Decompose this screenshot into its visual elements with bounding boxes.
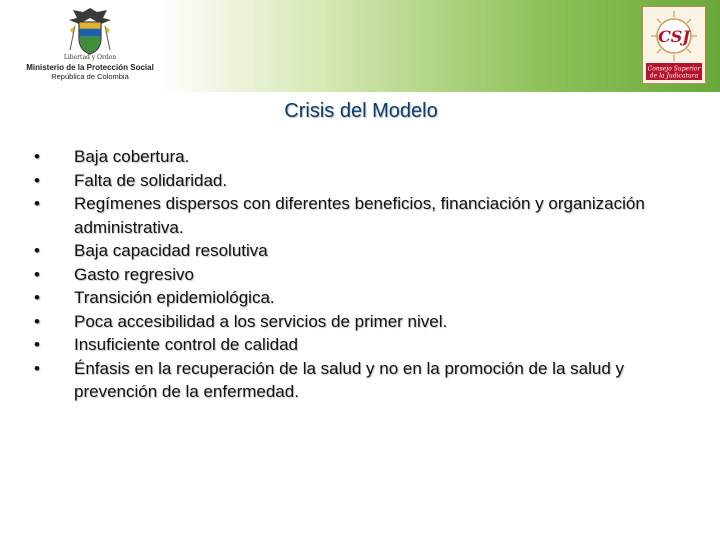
slide-title: Crisis del Modelo [284, 100, 438, 122]
bullet-dot: • [34, 147, 40, 166]
bullet-item [30, 263, 670, 287]
bullet-item [30, 286, 670, 310]
bullet-text: Insuficiente control de calidad [74, 335, 298, 354]
bullet-dot: • [34, 311, 40, 331]
bullet-text: Falta de solidaridad. [74, 170, 228, 190]
ministry-name: Ministerio de la Protección Social [26, 63, 154, 72]
bullet-text: Énfasis en la recuperación de la salud y no en la promoción de la salud y prevención de la enfermedad. [74, 358, 625, 401]
bullet-item [30, 169, 670, 193]
bullet-item [30, 192, 670, 239]
bullet-text: Poca accesibilidad a los servicios de primer nivel. [74, 311, 448, 331]
header-banner [0, 0, 720, 92]
colombia-coat-of-arms-icon [67, 6, 113, 56]
bullet-dot: • [34, 264, 40, 284]
ministry-motto: Libertad y Orden [63, 54, 117, 61]
csj-caption-line1: Consejo Superior [647, 65, 701, 73]
bullet-text: Gasto regresivo [74, 264, 194, 284]
bullet-text: Regímenes dispersos con diferentes beneficios, financiación y organización administrativa. [74, 194, 645, 237]
bullet-text: Transición epidemiológica. [74, 288, 275, 307]
csj-logo [642, 6, 706, 84]
bullet-dot: • [34, 358, 40, 378]
bullet-dot: • [34, 335, 40, 354]
bullet-dot: • [34, 288, 40, 307]
bullet-text: Baja capacidad resolutiva [74, 241, 268, 260]
bullet-text: Baja cobertura. [74, 147, 190, 166]
csj-abbr: CSJ [658, 27, 690, 46]
bullet-item [30, 310, 670, 334]
bullet-item [30, 239, 670, 263]
bullet-list [30, 145, 670, 404]
bullet-dot: • [34, 194, 40, 213]
ministry-logo [20, 6, 160, 86]
csj-seal-icon [643, 7, 705, 83]
bullet-item [30, 333, 670, 357]
bullet-dot: • [34, 170, 40, 190]
bullet-item [30, 145, 670, 169]
ministry-country: República de Colombia [51, 72, 129, 81]
bullet-dot: • [34, 241, 40, 260]
csj-caption-line2: de la Judicatura [649, 72, 699, 80]
bullet-item [30, 357, 670, 404]
slide-title-wrap [0, 100, 720, 123]
